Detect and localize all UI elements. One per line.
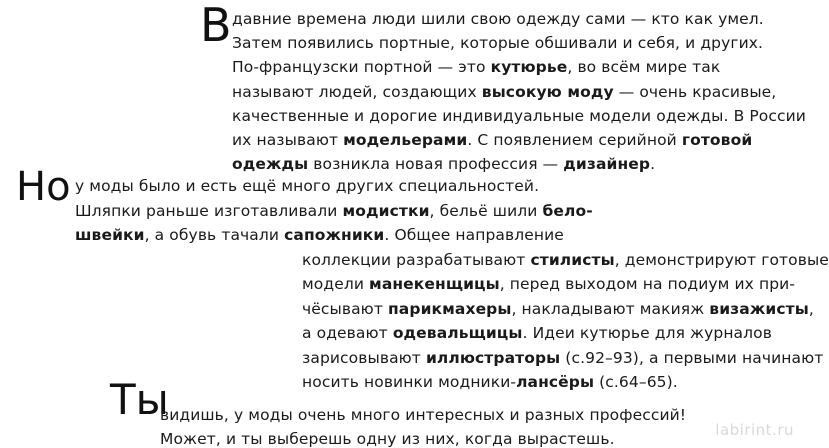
- bold-term: сапожники: [284, 226, 385, 244]
- text-segment: . С появлением серийной: [467, 131, 682, 149]
- text-segment: , а обувь тачали: [144, 226, 285, 244]
- text-segment: , во всём мире так: [567, 58, 721, 77]
- text-segment: качественные и дорогие индивидуальные модели одежды. В России: [232, 106, 806, 125]
- text-line: [75, 201, 593, 220]
- bold-term: бело-: [542, 201, 593, 220]
- bold-term: высокую моду: [481, 82, 614, 101]
- text-line: [232, 82, 777, 101]
- text-line: [302, 250, 829, 269]
- text-line: [302, 277, 795, 293]
- text-segment: их называют: [232, 131, 344, 149]
- text-line: [302, 375, 678, 391]
- bold-term: швейки: [75, 226, 145, 244]
- text-segment: модели: [302, 275, 370, 293]
- bold-term: кутюрье: [490, 58, 568, 77]
- bold-term: дизайнер: [563, 155, 651, 174]
- text-segment: , накладывают макияж: [511, 299, 710, 318]
- text-segment: а одевают: [302, 324, 393, 342]
- text-segment: Затем появились портные, которые обшивали и себя, и других.: [232, 34, 764, 53]
- bold-term: стилисты: [530, 250, 615, 269]
- text-segment: (с.92–93), а первыми начинают: [560, 348, 824, 367]
- text-line: [75, 179, 539, 195]
- text-segment: возникла новая профессия —: [308, 155, 564, 174]
- text-segment: у моды было и есть ещё много других специальностей.: [75, 177, 540, 195]
- text-line: [302, 326, 772, 342]
- bold-term: иллюстраторы: [425, 348, 561, 367]
- text-segment: . Идеи кутюрье для журналов: [522, 324, 772, 342]
- text-line: [160, 408, 686, 424]
- dropcap-p2: Но: [16, 164, 71, 210]
- text-line: [302, 299, 814, 318]
- dropcap-p1: В: [200, 0, 232, 52]
- text-segment: зарисовывают: [302, 348, 426, 367]
- text-segment: , демонстрируют готовые: [614, 250, 829, 269]
- text-segment: .: [650, 155, 656, 174]
- bold-term: модельерами: [343, 131, 468, 149]
- text-segment: ,: [808, 299, 814, 318]
- text-segment: давние времена люди шили свою одежду сами — кто как умел.: [232, 10, 764, 28]
- text-segment: чёсывают: [302, 299, 388, 318]
- text-line: [75, 228, 564, 244]
- bold-term: готовой: [681, 131, 753, 149]
- bold-term: лансёры: [516, 373, 595, 391]
- text-segment: носить новинки модники-: [302, 373, 517, 391]
- text-line: [232, 60, 720, 76]
- bold-term: манекенщицы: [369, 275, 500, 293]
- text-segment: Шляпки раньше изготавливали: [75, 201, 343, 220]
- text-segment: Может, и ты выберешь одну из них, когда вырастешь.: [160, 430, 615, 448]
- bold-term: модистки: [342, 201, 430, 220]
- bold-term: одежды: [232, 155, 309, 174]
- text-segment: , перед выходом на подиум их при-: [499, 275, 796, 293]
- text-line: [232, 36, 763, 52]
- text-segment: называют людей, создающих: [232, 82, 482, 101]
- text-segment: . Общее направление: [384, 226, 564, 244]
- text-segment: По-французски портной — это: [232, 58, 491, 77]
- text-segment: (с.64–65).: [594, 373, 678, 391]
- text-line: [160, 432, 615, 448]
- text-segment: видишь, у моды очень много интересных и разных профессий!: [160, 406, 687, 424]
- dropcap-p3: Ты: [110, 375, 169, 424]
- text-segment: — очень красивые,: [613, 82, 777, 101]
- bold-term: парикмахеры: [388, 299, 512, 318]
- bold-term: одевальщицы: [392, 324, 523, 342]
- watermark: labirint.ru: [715, 421, 794, 439]
- text-line: [302, 348, 824, 367]
- bold-term: визажисты: [709, 299, 809, 318]
- text-line: [232, 133, 752, 149]
- text-line: [232, 106, 806, 125]
- text-segment: коллекции разрабатывают: [302, 250, 531, 269]
- text-segment: , бельё шили: [429, 201, 543, 220]
- text-line: [232, 157, 655, 173]
- text-line: [232, 12, 764, 28]
